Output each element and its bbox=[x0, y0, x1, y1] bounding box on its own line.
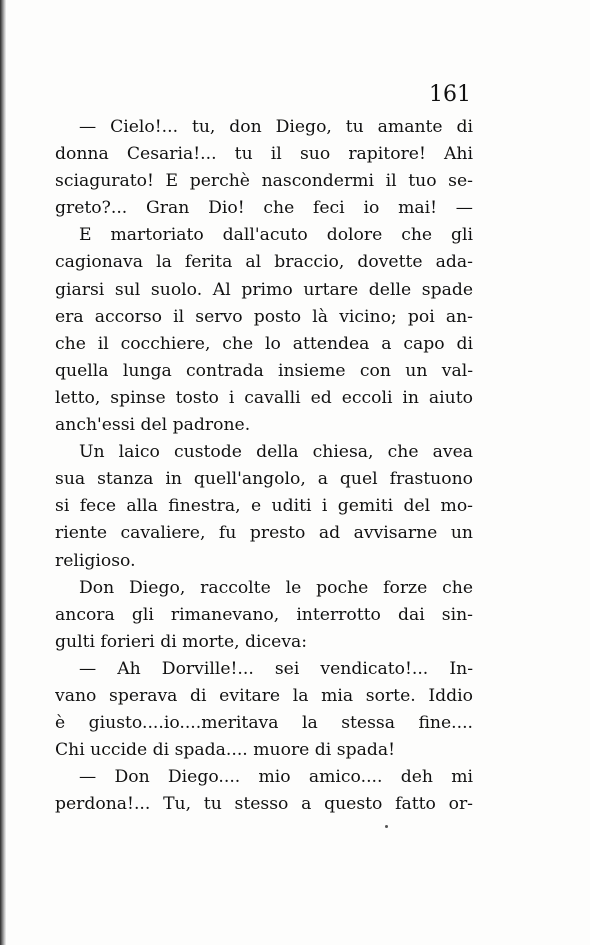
text-line: donna Cesaria!... tu il suo rapitore! Ahi bbox=[55, 144, 473, 165]
text-line: vano sperava di evitare la mia sorte. Iddio bbox=[55, 685, 473, 706]
text-line: ancora gli rimanevano, interrotto dai sin- bbox=[55, 604, 473, 625]
text-line: sciagurato! E perchè nascondermi il tuo se- bbox=[55, 171, 473, 192]
text-line: Don Diego, raccolte le poche forze che bbox=[79, 577, 473, 598]
body-text bbox=[55, 114, 473, 818]
text-line: cagionava la ferita al braccio, dovette ada- bbox=[55, 252, 473, 273]
text-line: sua stanza in quell'angolo, a quel frastuono bbox=[55, 469, 473, 490]
text-line: E martoriato dall'acuto dolore che gli bbox=[79, 225, 473, 246]
text-line: anch'essi del padrone. bbox=[55, 415, 251, 436]
text-line: greto?... Gran Dio! che feci io mai! — bbox=[55, 198, 473, 219]
text-line: — Cielo!... tu, don Diego, tu amante di bbox=[79, 117, 473, 137]
text-line: quella lunga contrada insieme con un val- bbox=[55, 360, 473, 381]
text-line: giarsi sul suolo. Al primo urtare delle spade bbox=[55, 279, 473, 300]
text-line: perdona!... Tu, tu stesso a questo fatto or- bbox=[55, 794, 473, 815]
text-line: — Don Diego.... mio amico.... deh mi bbox=[79, 767, 473, 788]
text-line: letto, spinse tosto i cavalli ed eccoli in aiuto bbox=[55, 387, 473, 408]
text-line: religioso. bbox=[55, 550, 136, 571]
text-line: gulti forieri di morte, diceva: bbox=[55, 631, 308, 652]
text-line: Un laico custode della chiesa, che avea bbox=[79, 442, 473, 463]
text-line: che il cocchiere, che lo attendea a capo di bbox=[55, 333, 473, 354]
text-line: era accorso il servo posto là vicino; poi an- bbox=[55, 306, 473, 327]
text-line: si fece alla finestra, e uditi i gemiti del mo- bbox=[55, 496, 473, 517]
text-line: è giusto....io....meritava la stessa fine.... bbox=[55, 713, 473, 734]
text-line: — Ah Dorville!... sei vendicato!... In- bbox=[79, 658, 473, 679]
text-line: Chi uccide di spada.... muore di spada! bbox=[55, 740, 395, 761]
text-line: riente cavaliere, fu presto ad avvisarne un bbox=[55, 523, 473, 544]
ink-speck bbox=[385, 825, 388, 828]
page-gutter-shadow bbox=[0, 0, 6, 945]
page-number: 161 bbox=[429, 82, 471, 107]
